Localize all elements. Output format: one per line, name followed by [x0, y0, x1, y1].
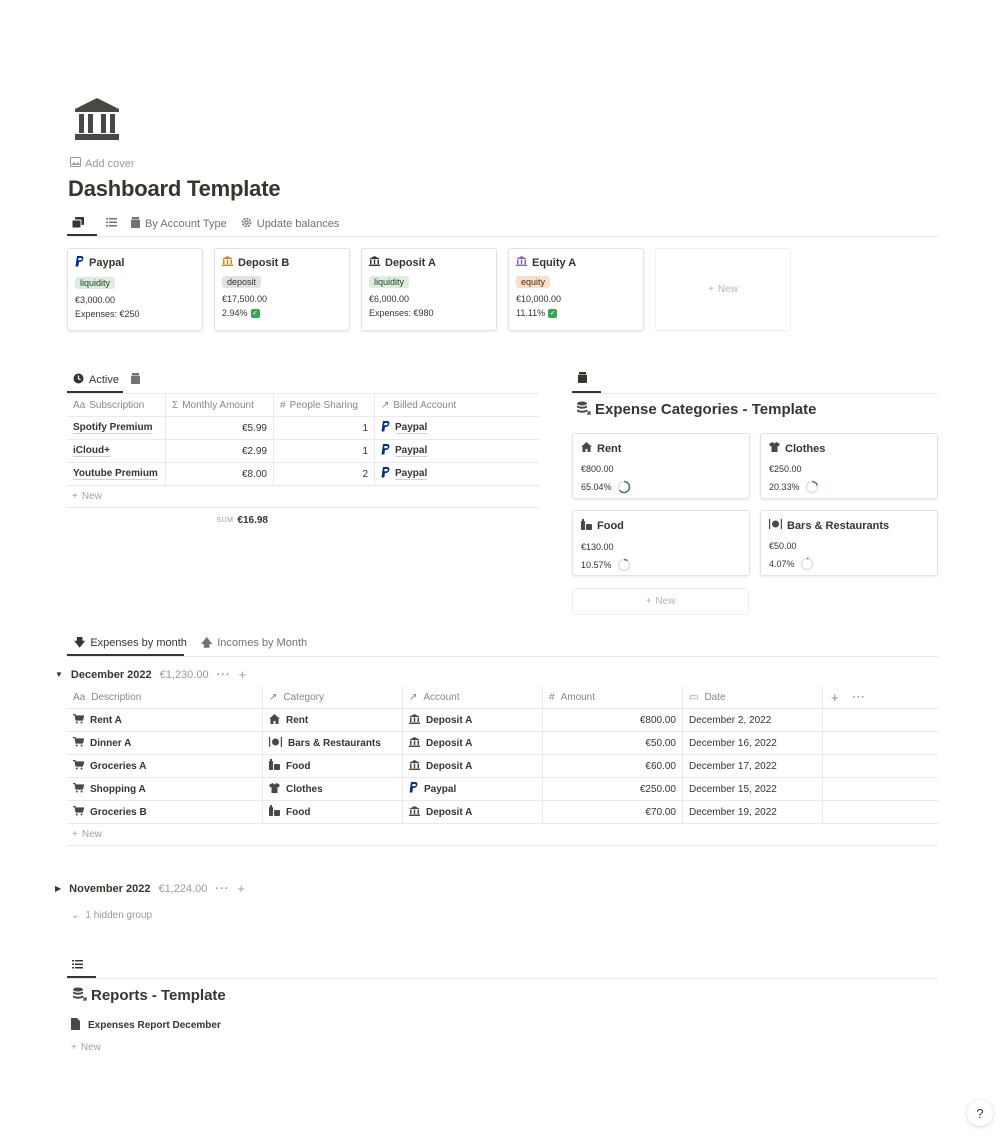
accounts-view-tabs: [72, 214, 339, 234]
document-icon: [71, 1018, 80, 1033]
category-percentage: [581, 480, 741, 494]
bank-icon[interactable]: [72, 96, 122, 142]
dining-icon: [769, 519, 782, 532]
tab-gallery[interactable]: [72, 214, 84, 234]
tab-label: Update balances: [256, 218, 340, 230]
help-label: ?: [976, 1105, 984, 1121]
paypal-icon: [381, 421, 390, 435]
tab-update-balances[interactable]: [241, 214, 340, 234]
divider: [67, 978, 938, 979]
subscription-view-tabs: [73, 370, 140, 390]
bank-icon: [409, 806, 420, 819]
text-type-icon: Aa: [73, 691, 86, 703]
subscription-name-text: Youtube Premium: [73, 468, 158, 479]
column-label: Description: [91, 691, 142, 703]
account-card-paypal[interactable]: [67, 248, 203, 331]
category-name: [769, 519, 929, 532]
expense-account[interactable]: [403, 755, 543, 777]
tab-jar[interactable]: [578, 372, 587, 386]
account-name-text: Equity A: [532, 256, 577, 269]
database-link-icon: [72, 987, 87, 1004]
expense-description[interactable]: [67, 801, 263, 823]
column-label: Monthly Amount: [182, 399, 254, 411]
number-icon: #: [280, 399, 286, 411]
new-row-button[interactable]: [67, 486, 539, 508]
jar-icon: [131, 373, 140, 387]
category-card-bars-restaurants[interactable]: [760, 510, 938, 576]
account-type-tag: liquidity: [369, 276, 409, 288]
new-label: New: [81, 491, 102, 502]
plus-icon: +: [72, 491, 78, 502]
check-mark-icon: ✓: [252, 309, 258, 317]
monthly-amount[interactable]: €5.99: [166, 417, 274, 439]
paypal-icon: [381, 467, 390, 481]
column-header-description[interactable]: [67, 686, 263, 708]
billed-account-text: Paypal: [395, 468, 428, 479]
category-name-text: Food: [597, 520, 624, 532]
reports-db-title[interactable]: [72, 987, 226, 1004]
image-icon: [70, 157, 81, 170]
group-sum: €1,224.00: [158, 882, 208, 895]
category-pct-text: 20.33%: [769, 482, 800, 492]
house-icon: [269, 714, 280, 727]
plus-icon: +: [72, 829, 78, 840]
new-row-button[interactable]: [67, 824, 938, 846]
account-card-deposit-a[interactable]: [361, 248, 497, 331]
paypal-icon: [75, 256, 84, 270]
column-label: Account: [423, 691, 460, 703]
more-icon[interactable]: ···: [215, 882, 230, 895]
account-name: [516, 256, 636, 269]
jar-icon: [131, 217, 140, 231]
expense-account[interactable]: [403, 801, 543, 823]
account-type-tag: equity: [516, 276, 550, 288]
subscription-name[interactable]: [67, 463, 166, 485]
account-name: [369, 256, 489, 269]
expense-date[interactable]: December 15, 2022: [683, 778, 823, 800]
column-header-category[interactable]: [263, 686, 403, 708]
column-header-people-sharing[interactable]: [274, 394, 375, 416]
empty-cell: [823, 755, 938, 777]
subscription-name[interactable]: [67, 417, 166, 439]
bank-icon: [409, 714, 420, 727]
house-icon: [581, 442, 592, 455]
list-item[interactable]: [71, 1018, 221, 1033]
account-extra-text: 2.94%: [222, 308, 248, 318]
account-name: [222, 256, 342, 269]
expense-amount[interactable]: €50.00: [543, 732, 683, 754]
account-text: Paypal: [424, 783, 457, 795]
column-header-monthly-amount[interactable]: [166, 394, 274, 416]
relation-arrow-icon: ↗: [269, 691, 278, 703]
account-card-deposit-b[interactable]: [214, 248, 350, 331]
people-sharing[interactable]: 1: [274, 417, 375, 439]
tab-list[interactable]: [106, 214, 117, 234]
food-icon: [581, 519, 592, 533]
divider: [67, 236, 938, 237]
shirt-icon: [269, 783, 280, 796]
billed-account-text: Paypal: [395, 445, 428, 456]
expense-category[interactable]: [263, 778, 403, 800]
column-header-account[interactable]: [403, 686, 543, 708]
account-name-text: Paypal: [89, 257, 125, 269]
new-report-button[interactable]: [66, 1036, 101, 1058]
table-row[interactable]: [67, 709, 938, 732]
category-amount: €250.00: [769, 464, 802, 474]
page-title: Dashboard Template: [68, 176, 281, 201]
category-percentage: [581, 558, 741, 572]
tab-label: Expenses by month: [90, 637, 187, 649]
column-header-subscription[interactable]: [67, 394, 166, 416]
sum-label: SUM: [216, 516, 234, 524]
expense-amount[interactable]: €800.00: [543, 709, 683, 731]
account-balance: €10,000.00: [516, 294, 562, 304]
expense-date[interactable]: December 19, 2022: [683, 801, 823, 823]
category-name-text: Bars & Restaurants: [787, 519, 890, 532]
account-text: Deposit A: [426, 806, 473, 818]
table-row[interactable]: [67, 732, 938, 755]
table-header: [67, 686, 938, 709]
cart-icon: [73, 806, 84, 819]
category-text: Clothes: [286, 783, 323, 795]
paypal-icon: [409, 782, 418, 796]
category-name: [581, 442, 741, 455]
expense-amount[interactable]: €70.00: [543, 801, 683, 823]
bank-icon: [516, 256, 527, 269]
category-card-food[interactable]: [572, 510, 750, 576]
plus-icon: +: [71, 1041, 77, 1053]
subscriptions-table: [67, 394, 539, 532]
new-account-button[interactable]: [655, 248, 791, 331]
expense-date[interactable]: December 17, 2022: [683, 755, 823, 777]
hidden-group-toggle[interactable]: [71, 910, 152, 921]
category-pct-text: 10.57%: [581, 560, 612, 570]
number-icon: #: [549, 691, 555, 703]
description-text: Groceries B: [90, 806, 147, 818]
expense-amount[interactable]: €60.00: [543, 755, 683, 777]
column-header-billed-account[interactable]: [375, 394, 539, 416]
category-text: Bars & Restaurants: [288, 737, 381, 749]
empty-cell: [823, 801, 938, 823]
column-header-date[interactable]: [683, 686, 823, 708]
monthly-amount[interactable]: €8.00: [166, 463, 274, 485]
tab-incomes-by-month[interactable]: [201, 633, 307, 653]
column-label: Subscription: [89, 399, 145, 411]
account-extra: [222, 308, 342, 318]
expense-category[interactable]: [263, 801, 403, 823]
plus-icon[interactable]: +: [238, 667, 247, 682]
report-title: Expenses Report December: [88, 1020, 221, 1031]
new-label: New: [81, 829, 102, 840]
table-row[interactable]: [67, 755, 938, 778]
category-name-text: Rent: [597, 442, 622, 455]
group-header-november: [55, 881, 245, 896]
sum-value: €16.98: [237, 514, 268, 526]
account-type-tag: liquidity: [75, 277, 115, 289]
group-title[interactable]: November 2022: [69, 882, 151, 895]
category-amount: €800.00: [581, 464, 614, 474]
arrow-down-icon: 🡇: [74, 636, 86, 649]
calculation-row: [67, 508, 539, 532]
expense-account[interactable]: [403, 732, 543, 754]
tab-list[interactable]: [72, 960, 83, 972]
expense-category[interactable]: [263, 732, 403, 754]
triangle-down-icon[interactable]: ▼: [55, 670, 63, 679]
expense-account[interactable]: [403, 709, 543, 731]
more-icon[interactable]: ···: [852, 691, 866, 703]
table-row[interactable]: [67, 440, 539, 463]
expense-account[interactable]: [403, 778, 543, 800]
table-row[interactable]: [67, 778, 938, 801]
gear-icon: [241, 217, 252, 231]
account-name-text: Deposit A: [385, 256, 436, 269]
list-icon: [72, 960, 83, 972]
expense-category[interactable]: [263, 755, 403, 777]
relation-arrow-icon: ↗: [409, 691, 418, 703]
category-name: [769, 442, 929, 455]
subscription-name-text: iCloud+: [73, 445, 110, 456]
category-text: Food: [286, 760, 311, 772]
shirt-icon: [769, 442, 780, 455]
sum-icon: Σ: [172, 399, 179, 411]
add-column-icon[interactable]: +: [831, 689, 839, 705]
category-db-title-text: Expense Categories - Template: [595, 401, 817, 418]
category-amount: €50.00: [769, 541, 797, 551]
reports-db-title-text: Reports - Template: [91, 987, 226, 1004]
clock-icon: [73, 373, 84, 387]
divider: [572, 393, 938, 394]
text-type-icon: Aa: [73, 399, 86, 411]
table-row[interactable]: [67, 463, 539, 486]
paypal-icon: [381, 444, 390, 458]
category-text: Rent: [286, 714, 309, 726]
expense-amount[interactable]: €250.00: [543, 778, 683, 800]
description-text: Groceries A: [90, 760, 147, 772]
category-name-text: Clothes: [785, 442, 826, 455]
group-sum: €1,230.00: [159, 668, 209, 681]
account-text: Deposit A: [426, 737, 473, 749]
tab-label: Incomes by Month: [217, 637, 308, 649]
account-name-text: Deposit B: [238, 256, 290, 269]
billed-account-text: Paypal: [395, 422, 428, 433]
bank-icon: [409, 760, 420, 773]
account-balance: €17,500.00: [222, 294, 268, 304]
people-sharing[interactable]: 2: [274, 463, 375, 485]
category-percentage: [769, 557, 929, 571]
hidden-group-label: 1 hidden group: [85, 910, 153, 921]
progress-ring: [800, 557, 814, 571]
category-pct-text: 65.04%: [581, 482, 612, 492]
triangle-right-icon[interactable]: ▶: [55, 884, 62, 893]
expenses-table: [67, 686, 938, 846]
empty-cell: [823, 732, 938, 754]
table-row[interactable]: [67, 801, 938, 824]
account-balance: €3,000.00: [75, 295, 116, 305]
new-label: New: [655, 596, 676, 607]
description-text: Shopping A: [90, 783, 146, 795]
jar-icon: [578, 374, 587, 386]
check-mark-icon: ✓: [549, 309, 556, 317]
tab-label: Active: [89, 374, 119, 386]
add-cover-label: Add cover: [85, 157, 135, 170]
arrow-up-icon: 🡅: [200, 636, 213, 649]
account-type-tag: deposit: [222, 276, 261, 288]
account-text: Deposit A: [426, 760, 473, 772]
more-icon[interactable]: ···: [216, 668, 231, 681]
new-label: New: [717, 284, 738, 295]
plus-icon[interactable]: +: [237, 881, 246, 896]
column-actions: [823, 686, 938, 708]
new-category-button[interactable]: [572, 588, 749, 615]
bank-icon: [222, 256, 233, 269]
cart-icon: [73, 737, 84, 750]
category-card-clothes[interactable]: [760, 433, 938, 499]
food-icon: [269, 759, 280, 773]
category-pct-text: 4.07%: [769, 559, 795, 569]
expense-date[interactable]: December 16, 2022: [683, 732, 823, 754]
empty-cell: [823, 709, 938, 731]
tab-label: By Account Type: [145, 218, 227, 230]
account-extra: [516, 308, 636, 318]
billed-account[interactable]: [375, 463, 539, 485]
category-db-title[interactable]: [576, 401, 816, 418]
food-icon: [269, 805, 280, 819]
add-cover-button[interactable]: [70, 157, 135, 170]
progress-ring: [617, 480, 631, 494]
empty-cell: [823, 778, 938, 800]
expense-description[interactable]: [67, 778, 263, 800]
plus-icon: +: [645, 596, 652, 607]
dining-icon: [269, 737, 282, 750]
category-text: Food: [286, 806, 311, 818]
expense-category[interactable]: [263, 709, 403, 731]
subscription-name-text: Spotify Premium: [73, 422, 153, 433]
account-card-equity-a[interactable]: [508, 248, 644, 331]
billed-account[interactable]: [375, 440, 539, 462]
group-title[interactable]: December 2022: [70, 668, 152, 681]
cart-icon: [73, 783, 84, 796]
expense-description[interactable]: [67, 709, 263, 731]
new-label: New: [80, 1041, 101, 1053]
description-text: Rent A: [90, 714, 122, 726]
progress-ring: [805, 480, 819, 494]
monthly-amount[interactable]: €2.99: [166, 440, 274, 462]
table-header: [67, 394, 539, 417]
help-button[interactable]: [967, 1100, 993, 1126]
cart-icon: [73, 760, 84, 773]
cart-icon: [73, 714, 84, 727]
table-row[interactable]: [67, 417, 539, 440]
progress-ring: [617, 558, 631, 572]
tab-jar[interactable]: [131, 370, 140, 390]
chevron-down-icon: ⌄: [71, 910, 80, 921]
relation-arrow-icon: ↗: [381, 399, 390, 411]
column-label: People Sharing: [289, 399, 358, 411]
sum-calculation[interactable]: [67, 515, 274, 526]
tab-active[interactable]: [73, 370, 119, 390]
column-label: Billed Account: [393, 399, 457, 411]
category-percentage: [769, 480, 929, 494]
subscription-name[interactable]: [67, 440, 166, 462]
calendar-icon: ▭: [689, 691, 699, 703]
expense-description[interactable]: [67, 755, 263, 777]
account-extra-text: 11.11%: [516, 308, 546, 318]
category-name: [581, 519, 741, 533]
tab-by-account-type[interactable]: [131, 214, 227, 234]
account-extra: Expenses: €250: [75, 309, 140, 319]
description-text: Dinner A: [90, 737, 132, 749]
group-header-december: [55, 667, 246, 682]
account-text: Deposit A: [426, 714, 473, 726]
divider: [67, 656, 938, 657]
column-label: Amount: [560, 691, 596, 703]
expense-date[interactable]: December 2, 2022: [683, 709, 823, 731]
account-extra: Expenses: €980: [369, 308, 434, 318]
gallery-icon: [72, 217, 84, 231]
expense-view-tabs: [74, 633, 307, 653]
account-name: [75, 256, 195, 270]
column-label: Date: [704, 691, 726, 703]
database-link-icon: [576, 401, 591, 418]
account-balance: €6,000.00: [369, 294, 410, 304]
billed-account[interactable]: [375, 417, 539, 439]
expense-rows: [67, 709, 938, 824]
people-sharing[interactable]: 1: [274, 440, 375, 462]
list-icon: [106, 218, 117, 230]
plus-icon: +: [708, 284, 714, 295]
column-label: Category: [283, 691, 324, 703]
column-header-amount[interactable]: [543, 686, 683, 708]
category-amount: €130.00: [581, 542, 614, 552]
expense-description[interactable]: [67, 732, 263, 754]
category-card-rent[interactable]: [572, 433, 750, 499]
bank-icon: [409, 737, 420, 750]
bank-icon: [369, 256, 380, 269]
tab-expenses-by-month[interactable]: [74, 633, 187, 653]
